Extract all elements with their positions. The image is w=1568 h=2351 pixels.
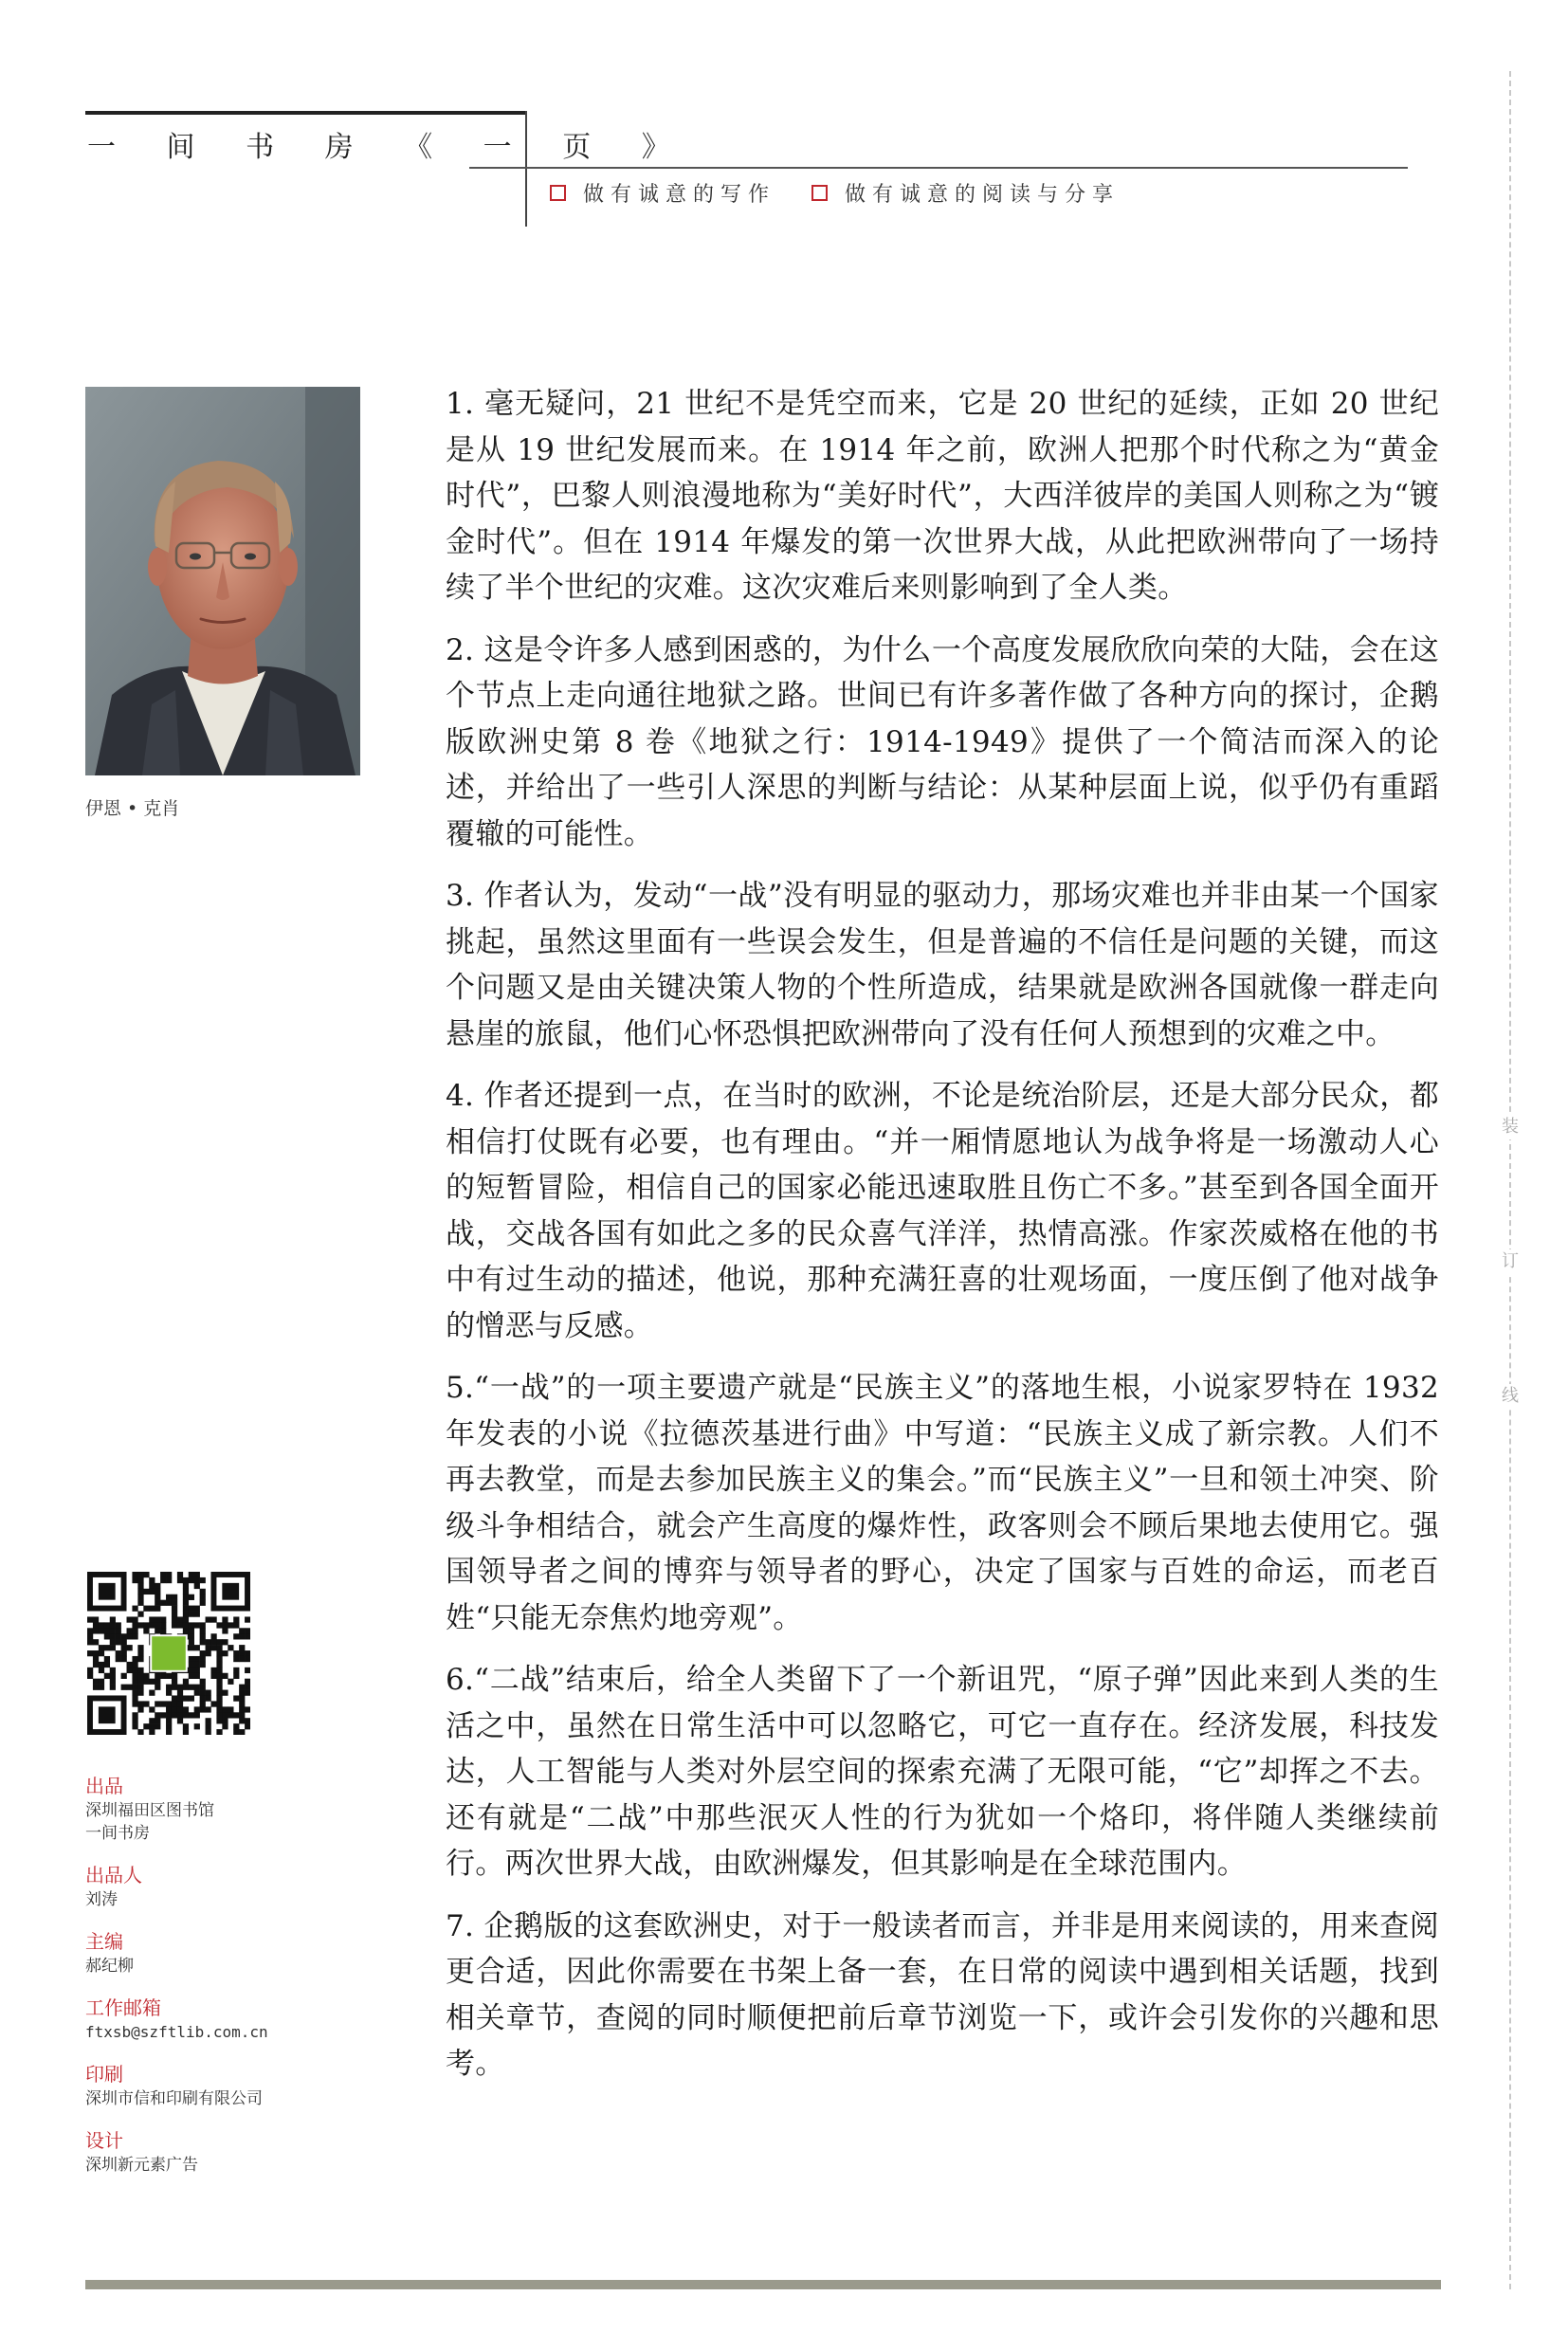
- binding-dashed-line: [1509, 71, 1511, 2289]
- credit-design: [85, 2127, 268, 2177]
- credit-publisher: [85, 1773, 268, 1845]
- credit-editor: [85, 1928, 268, 1977]
- binding-char: 订: [1496, 1249, 1524, 1274]
- credit-label: 主编: [85, 1930, 123, 1953]
- credit-label: 印刷: [85, 2063, 123, 2086]
- page-title: 一 间 书 房 《 一 页 》: [87, 131, 691, 164]
- binding-char: 线: [1496, 1384, 1524, 1409]
- paragraph: 5.“一战”的一项主要遗产就是“民族主义”的落地生根，小说家罗特在 1932 年发表的小说《拉德茨基进行曲》中写道：“民族主义成了新宗教。人们不再去教堂，而是去参加民族主义的集会。”而“民族主义”一旦和领土冲突、阶级斗争相结合，就会产生高度的爆炸性，政客则会不顾后果地去使用它。强国领导者之间的博弈与领导者的野心，决定了国家与百姓的命运，而老百姓“只能无奈焦灼地旁观”。: [446, 1371, 1439, 1635]
- credits: [85, 1773, 268, 2194]
- paragraph: 2. 这是令许多人感到困惑的，为什么一个高度发展欣欣向荣的大陆，会在这个节点上走向通往地狱之路。世间已有许多著作做了各种方向的探讨，企鹅版欧洲史第 8 卷《地狱之行：1914-1949》提供了一个简洁而深入的论述，并给出了一些引人深思的判断与结论：从某种层面上说，似乎仍有重蹈覆辙的可能性。: [446, 632, 1439, 851]
- tag-reading: [811, 178, 1120, 208]
- article-body: [446, 381, 1439, 2104]
- paragraph: 1. 毫无疑问，21 世纪不是凭空而来，它是 20 世纪的延续，正如 20 世纪是从 19 世纪发展而来。在 1914 年之前，欧洲人把那个时代称之为“黄金时代”，巴黎人则浪漫地称为“美好时代”，大西洋彼岸的美国人则称之为“镀金时代”。但在 1914 年爆发的第一次世界大战，从此把欧洲带向了一场持续了半个世纪的灾难。这次灾难后来则影响到了全人类。: [446, 387, 1439, 605]
- credit-value: 深圳新元素广告: [85, 2156, 198, 2175]
- qr-code: [87, 1572, 250, 1735]
- paragraph: 7. 企鹅版的这套欧洲史，对于一般读者而言，并非是用来阅读的，用来查阅更合适，因此你需要在书架上备一套，在日常的阅读中遇到相关话题，找到相关章节，查阅的同时顺便把前后章节浏览一下，或许会引发你的兴趣和思考。: [446, 1908, 1439, 2081]
- author-portrait: [85, 387, 360, 775]
- credit-printer: [85, 2061, 268, 2110]
- paragraph: 4. 作者还提到一点，在当时的欧洲，不论是统治阶层，还是大部分民众，都相信打仗既有必要，也有理由。“并一厢情愿地认为战争将是一场激动人心的短暂冒险，相信自己的国家必能迅速取胜且伤亡不多。”甚至到各国全面开战，交战各国有如此之多的民众喜气洋洋，热情高涨。作家茨威格在他的书中有过生动的描述，他说，那种充满狂喜的壮观场面，一度压倒了他对战争的憎恶与反感。: [446, 1079, 1439, 1343]
- checkbox-icon: [811, 185, 828, 201]
- credit-value: 刘涛: [85, 1890, 118, 1909]
- credit-label: 设计: [85, 2129, 123, 2152]
- tag-writing: [550, 178, 775, 208]
- paragraph: 6.“二战”结束后，给全人类留下了一个新诅咒，“原子弹”因此来到人类的生活之中，虽然在日常生活中可以忽略它，可它一直存在。经济发展，科技发达，人工智能与人类对外层空间的探索充满了无限可能，“它”却挥之不去。还有就是“二战”中那些泯灭人性的行为犹如一个烙印，将伴随人类继续前行。两次世界大战，由欧洲爆发，但其影响是在全球范围内。: [446, 1663, 1439, 1881]
- credit-producer: [85, 1862, 268, 1911]
- credit-label: 出品人: [85, 1864, 142, 1886]
- header-rule: [469, 167, 1408, 169]
- checkbox-icon: [550, 185, 566, 201]
- paragraph: 3. 作者认为，发动“一战”没有明显的驱动力，那场灾难也并非由某一个国家挑起，虽然这里面有一些误会发生，但是普遍的不信任是问题的关键，而这个问题又是由关键决策人物的个性所造成，结果就是欧洲各国就像一群走向悬崖的旅鼠，他们心怀恐惧把欧洲带向了没有任何人预想到的灾难之中。: [446, 879, 1439, 1051]
- credit-email: [85, 1995, 268, 2044]
- email-link[interactable]: ftxsb@szftlib.com.cn: [85, 2023, 268, 2041]
- credit-label: 工作邮箱: [85, 1996, 161, 2019]
- credit-value: 深圳市信和印刷有限公司: [85, 2089, 263, 2108]
- credit-label: 出品: [85, 1775, 123, 1797]
- tag-label: 做有诚意的阅读与分享: [845, 183, 1121, 207]
- header-top-rule: [85, 111, 526, 115]
- portrait-caption: 伊恩 • 克肖: [85, 798, 180, 819]
- credit-value: 深圳福田区图书馆: [85, 1801, 214, 1820]
- footer-rule: [85, 2280, 1441, 2289]
- credit-value: 一间书房: [85, 1824, 150, 1843]
- credit-value: 郝纪柳: [85, 1957, 134, 1976]
- binding-char: 装: [1496, 1115, 1524, 1139]
- header-tags: [550, 178, 1156, 208]
- tag-label: 做有诚意的写作: [583, 183, 776, 207]
